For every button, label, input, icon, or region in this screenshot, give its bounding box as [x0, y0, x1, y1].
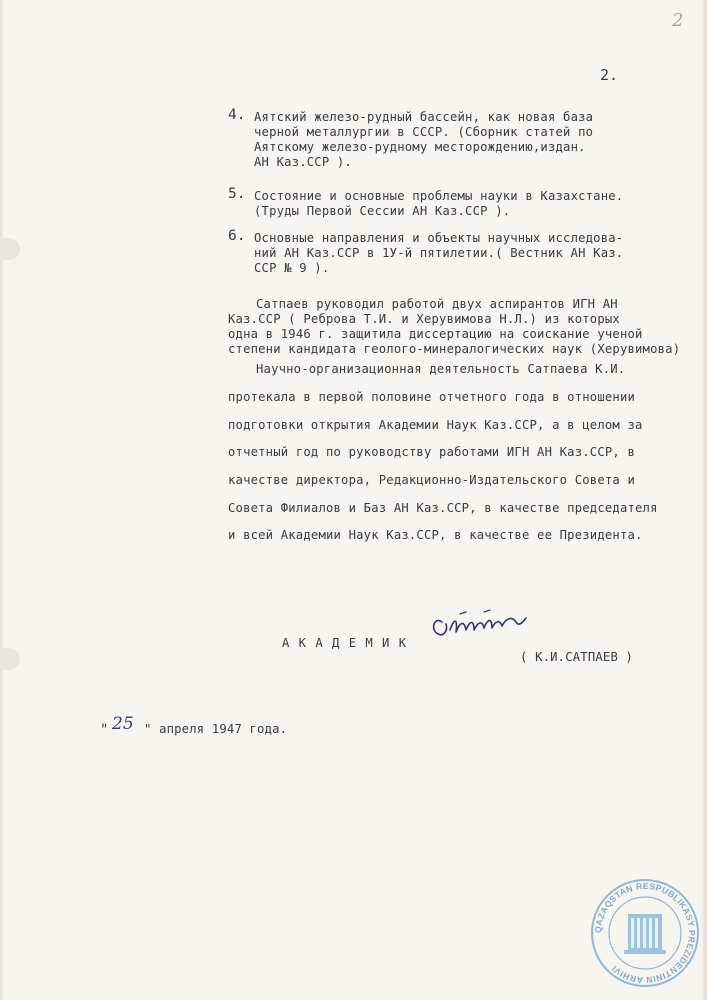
- paragraph-line: Научно-организационная деятельность Сатпаева К.И.: [256, 362, 626, 376]
- paragraph-line: Каз.ССР ( Реброва Т.И. и Херувимова Н.Л.) из которых: [228, 312, 620, 326]
- paragraph-line: Совета Филиалов и Баз АН Каз.ССР, в качестве председателя: [228, 501, 658, 515]
- list-item-line: ний АН Каз.ССР в 1У-й пятилетии.( Вестник АН Каз.: [254, 246, 624, 260]
- stamp-text: QAZAQSTAN RESPUBLIKASY PREZIDENTININ ARHIVI: [592, 880, 698, 986]
- list-item-line: Основные направления и объекты научных исследова-: [254, 231, 624, 245]
- paragraph-line: степени кандидата геолого-минералогических наук (Херувимова): [228, 342, 681, 356]
- list-item-line: Аятский железо-рудный бассейн, как новая база: [254, 110, 594, 124]
- date-open-quote: ": [100, 722, 109, 738]
- list-item-line: ССР № 9 ).: [254, 261, 330, 275]
- paragraph-line: и всей Академии Наук Каз.ССР, в качестве ее Президента.: [228, 528, 643, 542]
- list-item-line: Аятскому железо-рудному месторождению,издан.: [254, 140, 586, 154]
- punch-hole: [0, 648, 20, 670]
- paragraph-line: подготовки открытия Академии Наук Каз.ССР, а в целом за: [228, 418, 643, 432]
- archive-stamp: [590, 878, 700, 991]
- paragraph-line: отчетный год по руководству работами ИГН АН Каз.ССР, в: [228, 445, 636, 459]
- list-item-line: АН Каз.ССР ).: [254, 155, 352, 169]
- paragraph-line: качестве директора, Редакционно-Издательского Совета и: [228, 473, 636, 487]
- paragraph-line: одна в 1946 г. защитила диссертацию на соискание ученой: [228, 327, 643, 341]
- paragraph-line: протекала в первой половине отчетного года в отношении: [228, 390, 636, 404]
- page-number: 2.: [600, 66, 619, 84]
- paragraph-line: Сатпаев руководил работой двух аспирантов ИГН АН: [256, 297, 618, 311]
- list-item-number: 6.: [228, 228, 246, 244]
- list-item-line: черной металлургии в СССР. (Сборник статей по: [254, 125, 594, 139]
- list-item-number: 5.: [228, 186, 246, 202]
- handwritten-signature: [426, 600, 536, 653]
- list-item-number: 4.: [228, 107, 246, 123]
- list-item-line: (Труды Первой Сессии АН Каз.ССР ).: [254, 204, 511, 218]
- archive-page-mark: 2: [672, 10, 684, 31]
- signature-title: А К А Д Е М И К: [282, 636, 408, 650]
- page-edge-right: [701, 0, 707, 1000]
- page-edge-left: [0, 0, 4, 1000]
- list-item-line: Состояние и основные проблемы науки в Казахстане.: [254, 189, 624, 203]
- date-text: " апреля 1947 года.: [144, 722, 288, 736]
- date-day-handwritten: 25: [112, 714, 134, 734]
- signatory-name: ( К.И.САТПАЕВ ): [520, 650, 634, 664]
- punch-hole: [0, 238, 20, 260]
